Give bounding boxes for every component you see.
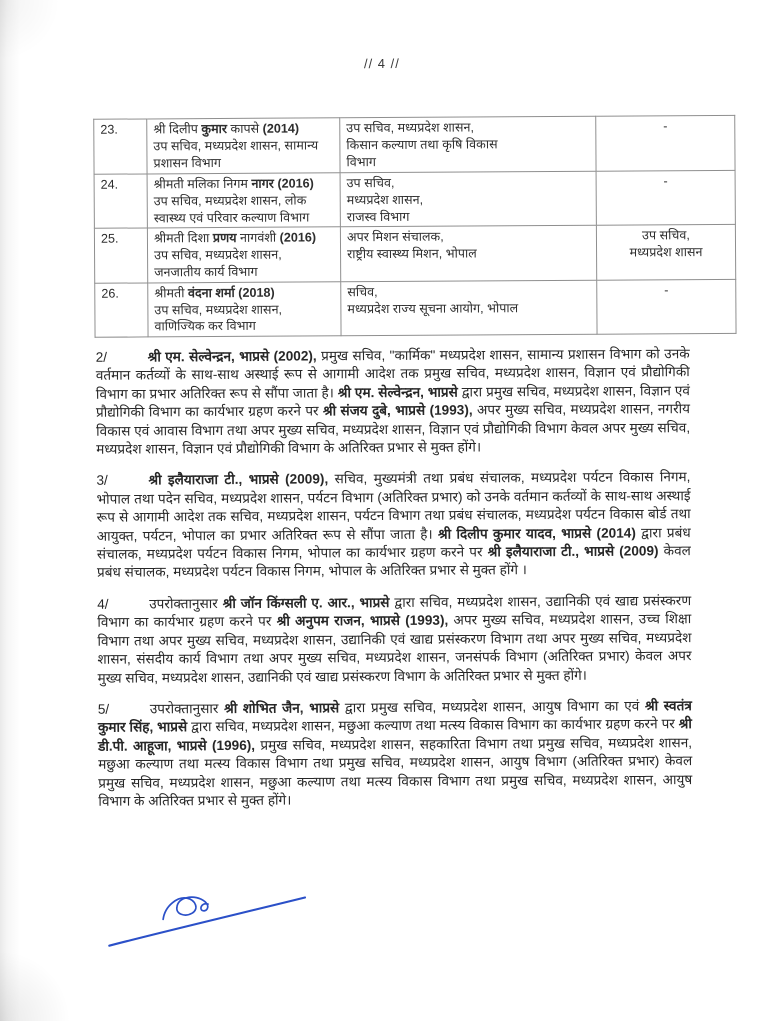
text-segment: कुमार [201,121,228,137]
cell-line [602,118,728,136]
cell-line [603,282,729,300]
text-segment: श्री इलैयाराजा टी., भाप्रसे (2009) [487,543,659,560]
text-segment: वंदना शर्मा (2018) [187,285,275,300]
text-segment: प्रणय [212,231,237,246]
text-segment: श्री शोभित जैन, भाप्रसे [224,700,340,716]
text-segment: श्री संजय दुबे, भाप्रसे (1993), [322,402,473,419]
paragraph [96,469,691,583]
paragraph [97,592,692,688]
cell-line [154,192,334,210]
paragraphs [96,345,693,824]
table-row [94,170,735,228]
text-segment: द्वारा प्रमुख सचिव, मध्यप्रदेश शासन, विज्ञान एवं प्रौद्योगिकी विभाग का कार्यभार ग्रहण करने पर [95,382,690,420]
cell-line [153,120,333,138]
remark-cell [596,225,735,280]
text-segment: (2014) [262,121,300,136]
text-segment: स्वास्थ्य एवं परिवार कल्याण विभाग [153,210,310,225]
text-segment: द्वारा प्रबंध संचालक, मध्यप्रदेश पर्यटन विकास निगम, भोपाल का कार्यभार ग्रहण करने पर [96,524,691,562]
text-segment: श्रीमती मलिका निगम [153,176,252,192]
text-segment: - [663,174,668,189]
remark-cell [597,279,736,334]
text-segment: - [663,119,668,134]
text-segment: श्रीमती दिशा [153,231,213,246]
cell-line [347,207,590,225]
text-segment: प्रमुख सचिव, "कार्मिक" मध्यप्रदेश शासन, सामान्य प्रशासन विभाग को उनके वर्तमान कर्तव्यों के साथ-साथ अस्थाई रूप से आगामी आदेश तक प्रमुख सचिव, मध्यप्रदेश शासन, विज्ञान एवं प्रौद्योगिकी विभाग का प्रभार अतिरिक्त रूप से सौंपा जाता है। [95,346,690,402]
text-segment: राष्ट्रीय स्वास्थ्य मिशन, भोपाल [347,246,477,262]
cell-line [347,283,590,301]
text-segment: मध्यप्रदेश शासन [629,245,703,260]
text-segment: अपर मुख्य सचिव, मध्यप्रदेश शासन, नगरीय विकास एवं आवास विभाग तथा अपर मुख्य सचिव, मध्यप्रदेश शासन, विज्ञान एवं प्रौद्योगिकी विभाग केवल अपर मुख्य सचिव, मध्यप्रदेश शासन, विज्ञान एवं प्रौद्योगिकी विभाग के अतिरिक्त प्रभार से मुक्त होंगे। [96,401,691,457]
table-row [94,225,735,283]
serial-cell: 26. [95,283,148,338]
signature-ink [101,882,321,953]
text-segment: विभाग [346,154,377,169]
text-segment: श्री दिलीप कुमार यादव, भाप्रसे (2014) [437,525,636,542]
cell-line [347,299,590,317]
cell-line [154,209,334,227]
officer-table-body [94,115,736,337]
cell-line [603,244,729,262]
text-segment: द्वारा प्रमुख सचिव, मध्यप्रदेश शासन, आयुष विभाग का एवं [339,698,645,716]
text-segment: सचिव, [347,284,378,300]
new-charge-cell [340,226,596,282]
officers-table [93,115,736,338]
cell-line [154,284,334,302]
new-charge-cell [340,171,596,227]
signature-scribble [163,897,208,919]
table-row [94,115,735,174]
text-segment: श्री एम. सेल्वेन्द्रन, भाप्रसे (2002), [147,348,317,365]
text-segment: श्री इलैयाराजा टी., भाप्रसे (2009), [148,471,329,488]
text-segment: श्रीमती [154,285,188,301]
cell-line [603,227,729,245]
cell-line [347,191,590,209]
paragraph [98,697,693,811]
text-segment: केवल प्रबंध संचालक, मध्यप्रदेश पर्यटन विकास निगम, भोपाल के अतिरिक्त प्रभार से मुक्त होंगे । [96,543,691,581]
cell-line [154,246,334,264]
text-segment: नागर (2016) [251,176,314,191]
text-segment: कापसे [226,121,263,136]
text-segment: (2016) [279,230,317,246]
cell-line [153,137,333,155]
officer-cell [148,282,341,338]
text-segment: सचिव, मुख्यमंत्री तथा प्रबंध संचालक, मध्यप्रदेश पर्यटन विकास निगम, भोपाल तथा पदेन सचिव, मध्यप्रदेश शासन, पर्यटन विभाग (अतिरिक्त प्रभार) को उनके वर्तमान कर्तव्यों के साथ-साथ अस्थाई रूप से आगामी आदेश तक सचिव, मध्यप्रदेश शासन, पर्यटन विभाग तथा प्रबंध संचालक, मध्यप्रदेश पर्यटन विकास बोर्ड तथा आयुक्त, पर्यटन, भोपाल का प्रभार अतिरिक्त रूप से सौंपा जाता है। [96,469,691,544]
text-segment: उप सचिव, मध्यप्रदेश शासन, सामान्य [153,138,319,154]
text-segment: द्वारा सचिव, मध्यप्रदेश शासन, उद्यानिकी एवं खाद्य प्रसंस्करण विभाग का कार्यभार ग्रहण करने पर [97,593,692,631]
text-segment: उप सचिव, [641,228,690,243]
table-row [95,279,736,337]
text-segment: मध्यप्रदेश राज्य सूचना आयोग, भोपाल [347,300,519,316]
paragraph-number: 3/ [96,473,108,489]
serial-cell: 24. [94,174,147,229]
new-charge-cell [341,280,597,336]
serial-cell: 25. [94,228,147,283]
text-segment: श्री एम. सेल्वेन्द्रन, भाप्रसे [337,384,458,401]
text-segment: श्री दिलीप [153,122,202,137]
cell-line [346,136,589,154]
paragraph-number: 2/ [95,349,108,365]
serial-cell: 23. [94,119,147,174]
officer-cell [147,173,340,229]
cell-line [154,263,334,281]
text-segment: उपरोक्तानुसार [149,595,223,612]
cell-line [347,228,590,246]
cell-line [603,173,729,191]
text-segment: मध्यप्रदेश शासन, [346,192,424,208]
text-segment: वाणिज्यिक कर विभाग [154,319,256,334]
text-segment: उप सचिव, [346,175,395,191]
page-number: // 4 // [363,55,400,72]
text-segment: प्रशासन विभाग [153,155,222,170]
remark-cell [596,115,735,171]
cell-line [346,152,589,170]
text-segment: उप सचिव, मध्यप्रदेश शासन, लोक [153,193,307,209]
cell-line [154,175,334,193]
cell-line [347,245,590,263]
text-segment: प्रमुख सचिव, मध्यप्रदेश शासन, सहकारिता विभाग तथा प्रमुख सचिव, मध्यप्रदेश शासन, मछुआ कल्याण तथा मत्स्य विकास विभाग तथा प्रमुख सचिव, मध्यप्रदेश शासन, आयुष विभाग (अतिरिक्त प्रभार) केवल प्रमुख सचिव, मध्यप्रदेश शासन, मछुआ कल्याण तथा मत्स्य विकास विभाग तथा प्रमुख सचिव, मध्यप्रदेश शासन, आयुष विभाग के अतिरिक्त प्रभार से मुक्त होंगे। [98,734,693,809]
officer-cell [147,227,340,283]
cell-line [154,301,334,319]
paragraph [96,345,691,459]
text-segment: श्री जॉन किंग्सली ए. आर., भाप्रसे [222,594,390,611]
cell-line [154,318,334,336]
cell-line [347,174,590,192]
officer-cell [147,118,340,174]
text-segment: द्वारा सचिव, मध्यप्रदेश शासन, मछुआ कल्याण तथा मत्स्य विकास विभाग का कार्यभार ग्रहण करने पर [187,716,679,735]
new-charge-cell [340,116,596,173]
text-segment: किसान कल्याण तथा कृषि विकास [346,137,498,153]
text-segment: श्री स्वतंत्र कुमार सिंह, भाप्रसे [97,698,692,736]
text-segment: श्री डी.पी. आहूजा, भाप्रसे (1996), [98,716,692,754]
cell-line [153,154,333,172]
remark-cell [596,170,735,225]
text-segment: उप सचिव, मध्यप्रदेश शासन, [346,120,474,136]
cell-line [154,230,334,248]
text-segment: नागवंशी [236,231,280,246]
paragraph-number: 5/ [97,701,110,717]
paragraph-number: 4/ [97,596,109,612]
text-segment: श्री अनुपम राजन, भाप्रसे (1993), [276,612,449,629]
text-segment: अपर मिशन संचालक, [346,230,444,245]
text-segment: उपरोक्तानुसार [149,700,225,717]
text-segment: - [664,283,669,298]
text-segment: उप सचिव, मध्यप्रदेश शासन, [154,302,283,317]
text-segment: राजस्व विभाग [346,209,410,224]
text-segment: उप सचिव, मध्यप्रदेश शासन, [154,247,282,263]
text-segment: जनजातीय कार्य विभाग [154,264,258,280]
cell-line [346,119,589,137]
text-segment: अपर मुख्य सचिव, मध्यप्रदेश शासन, उच्च शिक्षा विभाग तथा अपर मुख्य सचिव, मध्यप्रदेश शासन, उद्यानिकी एवं खाद्य प्रसंस्करण विभाग तथा अपर मुख्य सचिव, मध्यप्रदेश शासन, संसदीय कार्य विभाग तथा अपर मुख्य सचिव, मध्यप्रदेश शासन, जनसंपर्क विभाग (अतिरिक्त प्रभार) केवल अपर मुख्य सचिव, मध्यप्रदेश शासन, उद्यानिकी एवं खाद्य प्रसंस्करण विभाग के अतिरिक्त प्रभार से मुक्त होंगे। [97,611,692,686]
